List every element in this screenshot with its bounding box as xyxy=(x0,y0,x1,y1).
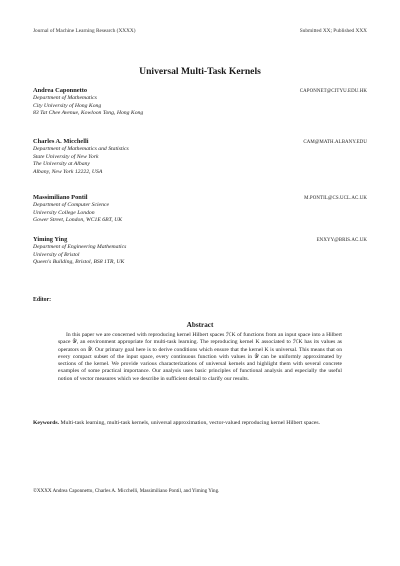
copyright-notice: ©XXXX Andrea Caponnetto, Charles A. Micchelli, Massimiliano Pontil, and Yiming Ying. xyxy=(33,488,220,494)
affiliation-line: The University at Albany xyxy=(33,161,90,168)
affiliation-line: Department of Engineering Mathematics xyxy=(33,244,127,251)
affiliation-line: Albany, New York 12222, USA xyxy=(33,168,103,175)
abstract-heading: Abstract xyxy=(186,321,214,329)
affiliation-line: Queen's Building, Bristol, BS8 1TR, UK xyxy=(33,259,125,266)
author-name: Andrea Caponnetto xyxy=(33,87,88,94)
author-email: CAPONNET@CITYU.EDU.HK xyxy=(299,89,367,94)
affiliation-line: Department of Mathematics xyxy=(33,95,97,102)
paper-title: Universal Multi-Task Kernels xyxy=(139,66,261,77)
running-header xyxy=(33,28,367,34)
affiliation-line: City University of Hong Kong xyxy=(33,102,102,109)
affiliation-line: Gower Street, London, WC1E 6BT, UK xyxy=(33,217,123,224)
journal-name: Journal of Machine Learning Research (XXXX) xyxy=(33,28,136,34)
affiliation-line: Department of Mathematics and Statistics xyxy=(33,146,129,153)
author-email: ENXYY@BRIS.AC.UK xyxy=(316,238,367,243)
affiliation-line: University of Bristol xyxy=(33,251,80,258)
author-block xyxy=(33,236,367,267)
submission-info: Submitted XX; Published XXX xyxy=(299,28,367,34)
affiliation-line: State University of New York xyxy=(33,153,99,160)
editor-label: Editor: xyxy=(33,297,52,303)
author-name: Charles A. Micchelli xyxy=(33,138,89,145)
author-name: Yiming Ying xyxy=(33,236,68,243)
author-name: Massimiliano Pontil xyxy=(33,194,88,201)
author-block xyxy=(33,194,367,225)
affiliation-line: University College London xyxy=(33,209,95,216)
affiliation-line: Department of Computer Science xyxy=(33,202,109,209)
affiliation-line: 83 Tat Chee Avenue, Kowloon Tong, Hong Kong xyxy=(33,110,144,117)
keywords-label: Keywords. xyxy=(33,420,60,426)
author-email: CAM@MATH.ALBANY.EDU xyxy=(303,140,367,145)
keywords-text: Multi-task learning, multi-task kernels, universal approximation, vector-valued reproducing kernel Hilbert spaces. xyxy=(60,420,321,426)
abstract-text: In this paper we are concerned with reproducing kernel Hilbert spaces ℋK of functions from an input space into a Hilbert space 𝒴, an environment appropriate for multi-task learning. The reproducing kernel K associated to ℋK has its values as operators on 𝒴. Our primary goal here is to derive conditions which ensure that the kernel K is universal. This means that on every compact subset of the input space, every continuous function with values in 𝒴 can be uniformly approximated by sections of the kernel. We provide various characterizations of universal kernels and highlight them with several concrete examples of some practical importance. Our analysis uses basic principles of functional analysis and especially the useful notion of vector measures which we describe in sufficient detail to clarify our results. xyxy=(58,332,342,382)
keywords xyxy=(33,420,367,427)
author-block xyxy=(33,138,367,176)
author-email: M.PONTIL@CS.UCL.AC.UK xyxy=(304,196,367,201)
author-block xyxy=(33,87,367,118)
